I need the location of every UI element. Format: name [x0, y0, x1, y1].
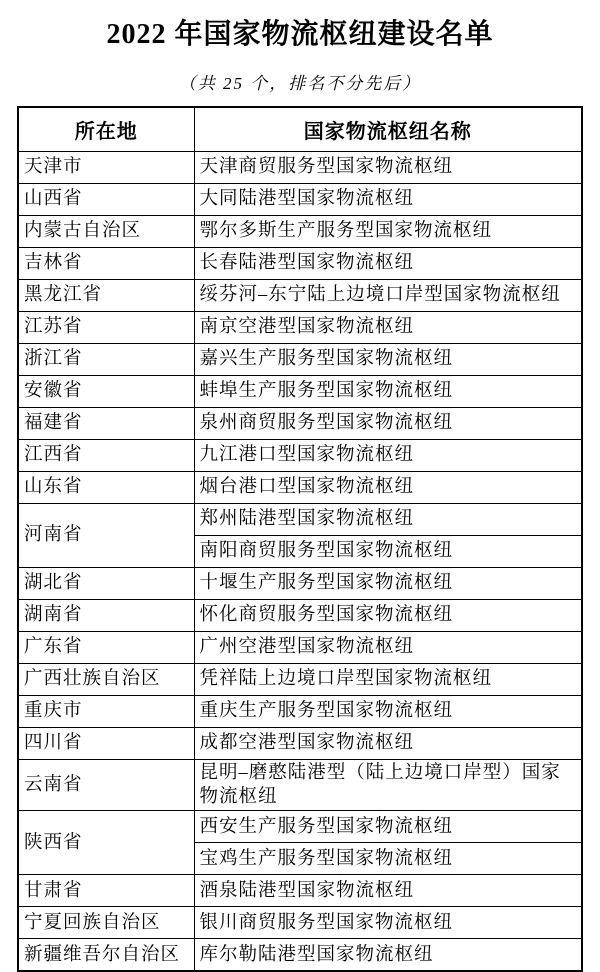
location-cell: 湖南省	[18, 600, 194, 632]
location-cell: 重庆市	[18, 696, 194, 728]
hub-name-cell: 库尔勒陆港型国家物流枢纽	[194, 939, 582, 972]
table-row	[18, 440, 582, 472]
location-cell: 天津市	[18, 152, 194, 184]
location-cell: 山东省	[18, 472, 194, 504]
hub-name-cell: 成都空港型国家物流枢纽	[194, 728, 582, 760]
table-row	[18, 280, 582, 312]
table-row	[18, 248, 582, 280]
hub-name-cell: 银川商贸服务型国家物流枢纽	[194, 907, 582, 939]
hub-name-cell: 宝鸡生产服务型国家物流枢纽	[194, 843, 582, 875]
page-title: 2022 年国家物流枢纽建设名单	[106, 19, 494, 50]
location-cell: 安徽省	[18, 376, 194, 408]
hub-name-cell: 蚌埠生产服务型国家物流枢纽	[194, 376, 582, 408]
location-cell: 宁夏回族自治区	[18, 907, 194, 939]
page-subtitle: （共 25 个，排名不分先后）	[178, 74, 422, 93]
location-cell: 陕西省	[18, 811, 194, 875]
table-row	[18, 875, 582, 907]
hub-name-cell: 大同陆港型国家物流枢纽	[194, 184, 582, 216]
hub-name-cell: 南阳商贸服务型国家物流枢纽	[194, 536, 582, 568]
table-row	[18, 696, 582, 728]
hub-name-cell: 绥芬河–东宁陆上边境口岸型国家物流枢纽	[194, 280, 582, 312]
hub-name-cell: 凭祥陆上边境口岸型国家物流枢纽	[194, 664, 582, 696]
table-row	[18, 907, 582, 939]
hub-name-cell: 长春陆港型国家物流枢纽	[194, 248, 582, 280]
hub-name-cell: 重庆生产服务型国家物流枢纽	[194, 696, 582, 728]
column-header-location: 所在地	[18, 107, 194, 152]
hub-name-cell: 鄂尔多斯生产服务型国家物流枢纽	[194, 216, 582, 248]
location-cell: 江苏省	[18, 312, 194, 344]
table-row	[18, 344, 582, 376]
table-row	[18, 600, 582, 632]
table-row	[18, 760, 582, 811]
location-cell: 新疆维吾尔自治区	[18, 939, 194, 972]
column-header-hub-name: 国家物流枢纽名称	[194, 107, 582, 152]
hub-name-cell: 南京空港型国家物流枢纽	[194, 312, 582, 344]
document-page	[0, 12, 600, 965]
location-cell: 甘肃省	[18, 875, 194, 907]
location-cell: 河南省	[18, 504, 194, 568]
table-row	[18, 152, 582, 184]
table-header-row	[18, 107, 582, 152]
table-row	[18, 472, 582, 504]
location-cell: 内蒙古自治区	[18, 216, 194, 248]
hub-name-cell: 酒泉陆港型国家物流枢纽	[194, 875, 582, 907]
table-row	[18, 632, 582, 664]
hub-name-cell: 怀化商贸服务型国家物流枢纽	[194, 600, 582, 632]
location-cell: 吉林省	[18, 248, 194, 280]
hub-name-cell: 天津商贸服务型国家物流枢纽	[194, 152, 582, 184]
table-row	[18, 568, 582, 600]
location-cell: 广东省	[18, 632, 194, 664]
table-row	[18, 939, 582, 972]
location-cell: 广西壮族自治区	[18, 664, 194, 696]
hub-name-cell: 泉州商贸服务型国家物流枢纽	[194, 408, 582, 440]
location-cell: 浙江省	[18, 344, 194, 376]
hub-name-cell: 烟台港口型国家物流枢纽	[194, 472, 582, 504]
table-row	[18, 728, 582, 760]
table-row	[18, 664, 582, 696]
hub-name-cell: 十堰生产服务型国家物流枢纽	[194, 568, 582, 600]
table-row	[18, 811, 582, 843]
location-cell: 四川省	[18, 728, 194, 760]
hub-name-cell: 九江港口型国家物流枢纽	[194, 440, 582, 472]
location-cell: 江西省	[18, 440, 194, 472]
location-cell: 福建省	[18, 408, 194, 440]
table-row	[18, 504, 582, 536]
location-cell: 云南省	[18, 760, 194, 811]
hub-name-cell: 广州空港型国家物流枢纽	[194, 632, 582, 664]
table-row	[18, 376, 582, 408]
location-cell: 黑龙江省	[18, 280, 194, 312]
table-row	[18, 216, 582, 248]
hub-name-cell: 西安生产服务型国家物流枢纽	[194, 811, 582, 843]
location-cell: 湖北省	[18, 568, 194, 600]
table-row	[18, 312, 582, 344]
table-row	[18, 184, 582, 216]
table-body	[18, 152, 582, 972]
hub-name-cell: 昆明–磨憨陆港型（陆上边境口岸型）国家物流枢纽	[194, 760, 582, 811]
location-cell: 山西省	[18, 184, 194, 216]
hub-table	[17, 106, 583, 972]
table-row	[18, 408, 582, 440]
hub-name-cell: 郑州陆港型国家物流枢纽	[194, 504, 582, 536]
hub-name-cell: 嘉兴生产服务型国家物流枢纽	[194, 344, 582, 376]
